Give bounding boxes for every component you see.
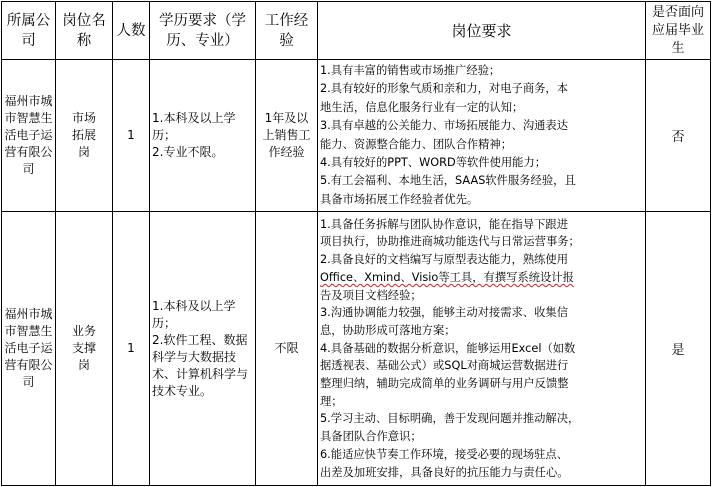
requirement-line: 据透视表、基础公式）或SQL对商城运营数据进行 (320, 359, 569, 373)
requirement-line: 整理归纳，辅助完成简单的业务调研与用户反馈整 (320, 377, 569, 391)
requirement-line: 理； (320, 394, 343, 408)
requirement-line: 2.具有较好的形象气质和亲和力，对电子商务，本 (320, 82, 569, 96)
requirement-line: 具备市场拓展工作经验者优先。 (320, 192, 479, 206)
row-requirements (318, 212, 646, 486)
requirement-line: 具备团队合作意识； (320, 430, 422, 444)
header-education: 学历要求（学历、专业） (150, 2, 256, 60)
requirement-line: 息，协助形成可落地方案； (320, 323, 456, 337)
requirement-line: 6.能适应快节奏工作环境，接受必要的现场驻点、 (320, 447, 569, 461)
row-position: 市场拓展岗 (56, 60, 113, 212)
requirement-line: 4.具有较好的PPT、WORD等软件使用能力； (320, 155, 547, 169)
header-graduate: 是否面向应届毕业生 (646, 2, 711, 60)
requirement-line: 5.学习主动、目标明确，善于发现问题并推动解决， (320, 412, 580, 426)
requirement-line: 3.沟通协调能力较强，能够主动对接需求、收集信 (320, 306, 569, 320)
row-company: 福州市城市智慧生活电子运营有限公司 (2, 212, 56, 486)
education-line: 2.专业不限。 (152, 145, 224, 159)
header-row (2, 2, 711, 60)
requirement-line: 5.有工会福利、本地生活，SAAS软件服务经验，且 (320, 174, 576, 188)
header-company: 所属公司 (2, 2, 56, 60)
requirement-line: Office、Xmind、Visio等工具，有撰写系统设计报 (320, 270, 574, 284)
header-position: 岗位名称 (56, 2, 113, 60)
row-experience: 不限 (256, 212, 318, 486)
requirement-line: 项目执行，协助推进商城功能迭代与日常运营事务； (320, 235, 580, 249)
job-table (1, 1, 711, 486)
table-row (2, 212, 711, 486)
requirement-line: 告及项目文档经验； (320, 288, 422, 302)
requirement-line: 地生活，信息化服务行业有一定的认知； (320, 100, 524, 114)
row-graduate: 是 (646, 212, 711, 486)
row-requirements (318, 60, 646, 212)
education-line: 2.软件工程、数据科学与大数据技术、计算机科学与技术专业。 (152, 332, 249, 398)
header-experience: 工作经验 (256, 2, 318, 60)
row-count: 1 (113, 60, 150, 212)
education-line: 1.本科及以上学历； (152, 111, 236, 142)
requirement-line: 能力、资源整合能力、团队合作精神； (320, 137, 513, 151)
row-graduate: 否 (646, 60, 711, 212)
header-count: 人数 (113, 2, 150, 60)
requirement-line: 1.具备任务拆解与团队协作意识，能在指导下跟进 (320, 217, 569, 231)
row-experience: 1年及以上销售工作经验 (256, 60, 318, 212)
row-position: 业务支撑岗 (56, 212, 113, 486)
row-count: 1 (113, 212, 150, 486)
education-line: 1.本科及以上学历； (152, 298, 236, 330)
requirement-line: 1.具有丰富的销售或市场推广经验； (320, 63, 501, 77)
row-company: 福州市城市智慧生活电子运营有限公司 (2, 60, 56, 212)
requirement-line: 4.具备基础的数据分析意识，能够运用Excel（如数 (320, 341, 576, 355)
requirement-line: 2.具备良好的文档编写与原型表达能力，熟练使用 (320, 253, 569, 267)
requirement-line: 3.具有卓越的公关能力、市场拓展能力、沟通表达 (320, 119, 569, 133)
row-education (150, 212, 256, 486)
row-education (150, 60, 256, 212)
table-row (2, 60, 711, 212)
requirement-line: 出差及加班安排，具备良好的抗压能力与责任心。 (320, 465, 569, 479)
header-requirements: 岗位要求 (318, 2, 646, 60)
